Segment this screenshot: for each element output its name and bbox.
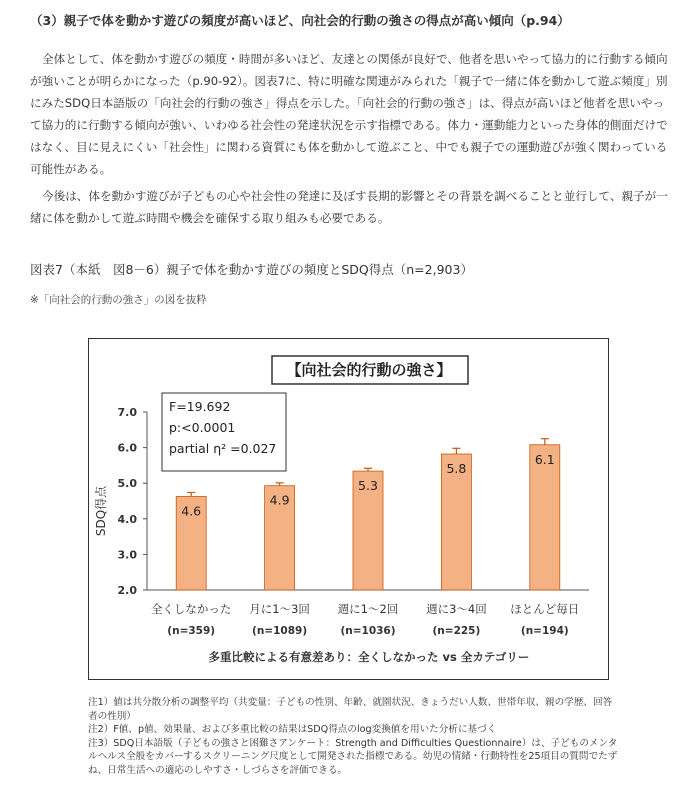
bar-value-label: 4.9 [269, 492, 290, 508]
bar-value-label: 5.3 [358, 478, 378, 494]
figure-title: 図表7（本紙 図8－6）親子で体を動かす遊びの頻度とSDQ得点（n=2,903） [30, 262, 473, 277]
chart-annotation: 多重比較による有意差あり：全くしなかった vs 全カテゴリー [208, 650, 530, 664]
bar-value-label: 6.1 [534, 451, 555, 467]
chart-frame [88, 338, 609, 680]
footnotes [88, 696, 618, 778]
x-category-label: 月に1～3回 [249, 602, 310, 616]
body-paragraph-2: 今後は、体を動かす遊びが子どもの心や社会性の発達に及ぼす長期的影響とその背景を調べることと並行して、親子が一緒に体を動かして遊ぶ時間や機会を確保する取り組みも必要である。 [30, 189, 668, 225]
figure-note: ※「向社会的行動の強さ」の図を抜粋 [30, 294, 207, 306]
x-category-label: ほとんど毎日 [510, 602, 580, 616]
bar-value-label: 4.6 [181, 503, 202, 519]
x-category-n: (n=1036) [340, 625, 396, 637]
footnote-1: 注1）値は共分散分析の調整平均（共変量：子どもの性別、年齢、就園状況、きょうだい人数、世帯年収、親の学歴、回答者の性別） [88, 697, 613, 722]
chart-title: 【向社会的行動の強さ】 [286, 361, 452, 379]
bar-value-label: 5.8 [446, 461, 467, 477]
bar-chart [89, 339, 610, 681]
y-tick-label: 5.0 [117, 477, 137, 491]
y-tick-label: 6.0 [117, 441, 137, 455]
y-tick-label: 7.0 [117, 406, 137, 419]
x-category-label: 週に3～4回 [426, 602, 487, 616]
y-tick-label: 2.0 [117, 584, 137, 597]
x-category-n: (n=359) [167, 625, 216, 637]
x-category-label: 週に1～2回 [337, 602, 399, 616]
footnote-2: 注2）F値、p値、効果量、および多重比較の結果はSDQ得点のlog変換値を用いた分析に基づく [88, 724, 497, 736]
y-axis-label: SDQ得点 [94, 485, 108, 537]
section-heading: （3）親子で体を動かす遊びの頻度が高いほど、向社会的行動の強さの得点が高い傾向（p.94） [30, 13, 570, 28]
x-category-n: (n=1089) [252, 625, 308, 637]
stats-p-value: p:<0.0001 [169, 420, 236, 435]
stats-f-value: F=19.692 [169, 399, 231, 414]
body-paragraph-1: 全体として、体を動かす遊びの頻度・時間が多いほど、友達との関係が良好で、他者を思いやって協力的に行動する傾向が強いことが明らかになった（p.90-92）。図表7に、特に明確な関連がみられた「親子で一緒に体を動かして遊ぶ頻度」別にみたSDQ日本語版の「向社会的行動の強さ」得点を示した。「向社会的行動の強さ」は、得点が高いほど他者を思いやって協力的に行動する傾向が強い、いわゆる社会性の発達状況を示す指標である。体力・運動能力といった身体的側面だけではなく、目に見えにくい「社会性」に関わる資質にも体を動かして遊ぶこと、中でも親子での運動遊びが強く関わっている可能性がある。 [30, 52, 668, 176]
y-tick-label: 4.0 [117, 512, 137, 526]
footnote-3: 注3）SDQ日本語版（子どもの強さと困難さアンケート：Strength and Difficulties Questionnaire）は、子どものメンタルヘルス全般をカバーするスクリーニング尺度として開発された指標である。幼児の情緒・行動特性を25項目の質問でたずね、日常生活への適応のしやすさ・しづらさを評価できる。 [88, 737, 618, 776]
x-category-n: (n=194) [520, 625, 569, 637]
y-tick-label: 3.0 [117, 548, 137, 562]
x-category-n: (n=225) [432, 625, 481, 637]
stats-effect-size: partial η² =0.027 [169, 441, 277, 456]
x-category-label: 全くしなかった [150, 602, 232, 616]
